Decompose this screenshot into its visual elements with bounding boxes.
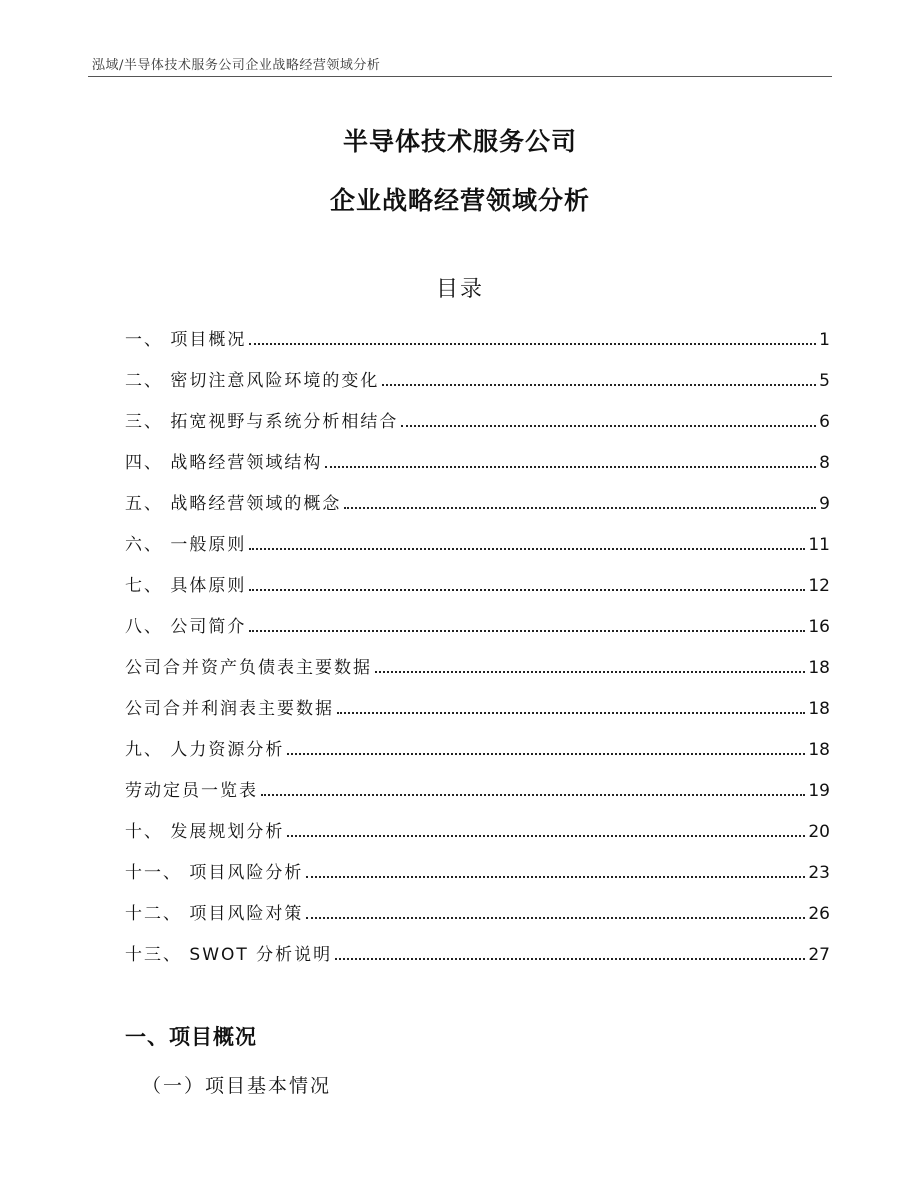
toc-dot-leader (306, 917, 805, 919)
toc-dot-leader (249, 548, 805, 550)
toc-entry[interactable] (125, 776, 830, 817)
toc-entry-page: 20 (808, 822, 830, 842)
toc-entry-label: 十一、 项目风险分析 (125, 863, 304, 883)
toc-entry[interactable] (125, 735, 830, 776)
toc-entry-label: 二、 密切注意风险环境的变化 (125, 371, 380, 391)
toc-entry[interactable] (125, 858, 830, 899)
document-title-line-2: 企业战略经营领域分析 (329, 186, 590, 215)
toc-entry-page: 16 (808, 617, 830, 637)
toc-entry-label: 一、 项目概况 (125, 330, 247, 350)
toc-dot-leader (249, 343, 816, 345)
toc-entry[interactable] (125, 530, 830, 571)
toc-entry-page: 6 (819, 412, 830, 432)
toc-entry-page: 18 (808, 658, 830, 678)
toc-dot-leader (306, 876, 805, 878)
toc-dot-leader (344, 507, 816, 509)
toc-entry-page: 26 (808, 904, 830, 924)
toc-dot-leader (337, 712, 805, 714)
toc-entry-label: 十二、 项目风险对策 (125, 904, 304, 924)
toc-entry[interactable] (125, 899, 830, 940)
toc-entry-label: 九、 人力资源分析 (125, 740, 285, 760)
toc-entry[interactable] (125, 325, 830, 366)
toc-entry-page: 18 (808, 740, 830, 760)
toc-entry[interactable] (125, 940, 830, 981)
toc-dot-leader (287, 753, 805, 755)
toc-entry-label: 公司合并利润表主要数据 (125, 699, 334, 719)
toc-dot-leader (249, 630, 805, 632)
toc-entry-page: 19 (808, 781, 830, 801)
header-divider (88, 76, 832, 77)
toc-entry-page: 1 (819, 330, 830, 350)
toc-dot-leader (335, 958, 805, 960)
toc-entry-page: 11 (808, 535, 830, 555)
toc-entry-label: 三、 拓宽视野与系统分析相结合 (125, 412, 399, 432)
toc-entry[interactable] (125, 489, 830, 530)
toc-entry[interactable] (125, 653, 830, 694)
toc-dot-leader (382, 384, 816, 386)
toc-dot-leader (249, 589, 805, 591)
toc-heading: 目录 (435, 277, 484, 302)
toc-entry-page: 9 (819, 494, 830, 514)
toc-entry-page: 12 (808, 576, 830, 596)
toc-entry[interactable] (125, 448, 830, 489)
toc-dot-leader (261, 794, 805, 796)
toc-entry-page: 23 (808, 863, 830, 883)
toc-entry-label: 劳动定员一览表 (125, 781, 258, 801)
toc-entry-label: 八、 公司简介 (125, 617, 247, 637)
toc-entry[interactable] (125, 612, 830, 653)
toc-entry[interactable] (125, 571, 830, 612)
toc-entry-page: 18 (808, 699, 830, 719)
toc-dot-leader (375, 671, 805, 673)
toc-entry-label: 十三、 SWOT 分析说明 (125, 945, 333, 965)
toc-entry[interactable] (125, 407, 830, 448)
document-title-line-1: 半导体技术服务公司 (342, 127, 577, 156)
running-header: 泓域/半导体技术服务公司企业战略经营领域分析 (92, 58, 381, 73)
toc-dot-leader (401, 425, 816, 427)
toc-entry-label: 十、 发展规划分析 (125, 822, 285, 842)
toc-entry[interactable] (125, 817, 830, 858)
toc-entry-page: 8 (819, 453, 830, 473)
toc-entry-label: 四、 战略经营领域结构 (125, 453, 323, 473)
toc-entry[interactable] (125, 694, 830, 735)
toc-dot-leader (325, 466, 816, 468)
subsection-heading: （一）项目基本情况 (142, 1075, 332, 1097)
toc-dot-leader (287, 835, 805, 837)
toc-entry-label: 五、 战略经营领域的概念 (125, 494, 342, 514)
toc-entry-label: 七、 具体原则 (125, 576, 247, 596)
toc-entry-label: 公司合并资产负债表主要数据 (125, 658, 372, 678)
toc-entry-page: 27 (808, 945, 830, 965)
table-of-contents (125, 325, 830, 981)
section-heading: 一、项目概况 (125, 1025, 257, 1049)
toc-entry-page: 5 (819, 371, 830, 391)
toc-entry[interactable] (125, 366, 830, 407)
toc-entry-label: 六、 一般原则 (125, 535, 247, 555)
